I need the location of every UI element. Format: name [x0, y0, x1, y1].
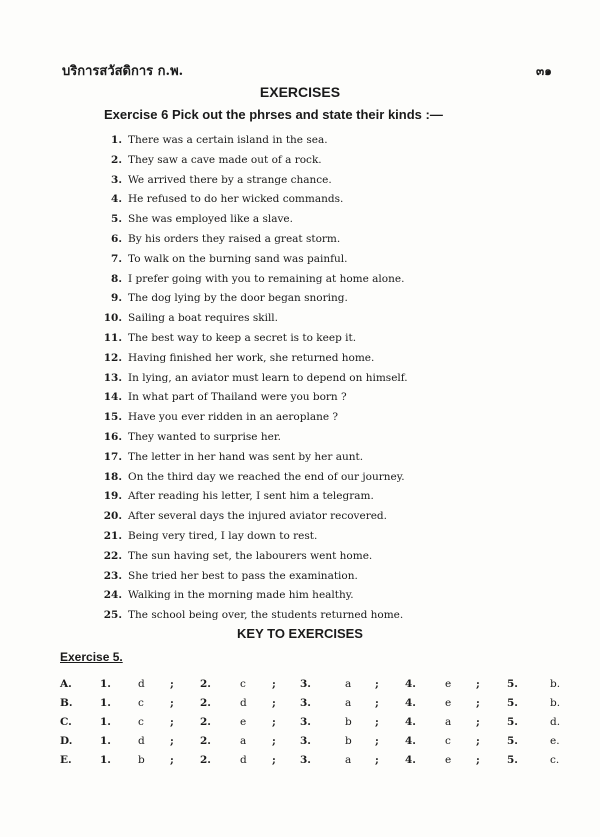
item-text: After several days the injured aviator recovered.: [128, 510, 387, 523]
exercise-list: [98, 131, 478, 626]
key-answer: a: [240, 735, 247, 747]
key-answer: c.: [550, 754, 560, 766]
key-number: 4.: [405, 754, 416, 766]
item-text: We arrived there by a strange chance.: [128, 173, 332, 186]
list-item: [98, 190, 478, 210]
item-number: 11.: [103, 331, 122, 344]
key-row: [60, 751, 570, 770]
item-text: The dog lying by the door began snoring.: [128, 292, 348, 305]
key-number: 4.: [405, 678, 416, 690]
header-publisher: บริการสวัสดิการ ก.พ.: [62, 64, 184, 79]
key-answer: d: [138, 735, 145, 747]
list-item: [98, 586, 478, 606]
key-number: 5.: [507, 754, 518, 766]
key-separator: ;: [170, 697, 174, 709]
key-number: 2.: [200, 735, 211, 747]
key-number: 4.: [405, 716, 416, 728]
key-answer: e: [445, 678, 452, 690]
list-item: [98, 210, 478, 230]
key-separator: ;: [375, 697, 379, 709]
item-text: There was a certain island in the sea.: [128, 134, 328, 146]
key-answer: b: [345, 735, 352, 747]
list-item: [98, 547, 478, 567]
item-text: They wanted to surprise her.: [128, 430, 282, 443]
key-row-letter: A.: [60, 678, 72, 690]
item-text: To walk on the burning sand was painful.: [128, 252, 348, 265]
key-number: 5.: [507, 678, 518, 690]
list-item: [98, 230, 478, 250]
list-item: [98, 329, 478, 349]
item-text: Walking in the morning made him healthy.: [128, 589, 354, 602]
key-number: 2.: [200, 754, 211, 766]
list-item: [98, 250, 478, 270]
key-separator: ;: [170, 754, 174, 766]
key-number: 2.: [200, 697, 211, 709]
key-number: 5.: [507, 716, 518, 728]
key-answer: c: [240, 678, 246, 690]
item-text: The sun having set, the labourers went home.: [128, 549, 373, 562]
key-answer: a: [445, 716, 452, 728]
item-number: 22.: [103, 549, 122, 562]
key-number: 3.: [300, 678, 311, 690]
item-number: 13.: [103, 371, 122, 384]
key-answer: b: [345, 716, 352, 728]
key-separator: ;: [476, 716, 480, 728]
item-number: 18.: [103, 470, 122, 483]
item-text: By his orders they raised a great storm.: [128, 232, 341, 245]
key-separator: ;: [375, 735, 379, 747]
key-row: [60, 675, 570, 694]
list-item: [98, 369, 478, 389]
key-separator: ;: [170, 716, 174, 728]
list-item: [98, 408, 478, 428]
key-separator: ;: [375, 754, 379, 766]
key-separator: ;: [272, 754, 276, 766]
exercise-6-heading: Exercise 6 Pick out the phrses and state their kinds :—: [104, 107, 443, 122]
key-row: [60, 713, 570, 732]
exercise-5-label: Exercise 5.: [60, 650, 123, 664]
key-number: 3.: [300, 754, 311, 766]
list-item: [98, 131, 478, 151]
key-separator: ;: [272, 697, 276, 709]
list-item: [98, 270, 478, 290]
item-number: 7.: [111, 252, 122, 265]
item-number: 6.: [111, 232, 122, 245]
item-number: 15.: [103, 411, 122, 424]
key-number: 5.: [507, 735, 518, 747]
key-separator: ;: [375, 678, 379, 690]
key-answer: a: [345, 754, 352, 766]
key-answer: a: [345, 678, 352, 690]
key-separator: ;: [476, 754, 480, 766]
key-row-letter: E.: [60, 754, 72, 766]
item-text: The school being over, the students returned home.: [128, 609, 404, 622]
item-number: 5.: [111, 213, 122, 226]
item-text: On the third day we reached the end of our journey.: [128, 470, 405, 483]
item-number: 20.: [103, 510, 122, 523]
page-number: ๓๑: [536, 64, 552, 78]
answer-key-table: [60, 675, 570, 770]
item-number: 17.: [103, 450, 122, 463]
key-number: 5.: [507, 697, 518, 709]
key-answer: d: [240, 697, 247, 709]
key-row: [60, 694, 570, 713]
key-number: 1.: [100, 735, 111, 747]
list-item: [98, 388, 478, 408]
key-separator: ;: [272, 716, 276, 728]
item-text: Have you ever ridden in an aeroplane ?: [128, 411, 339, 424]
key-number: 1.: [100, 678, 111, 690]
item-number: 25.: [103, 609, 122, 622]
item-number: 9.: [111, 292, 122, 305]
item-number: 4.: [111, 193, 122, 206]
item-text: In what part of Thailand were you born ?: [128, 391, 347, 404]
item-number: 24.: [103, 589, 122, 602]
list-item: [98, 567, 478, 587]
item-number: 3.: [111, 173, 122, 186]
item-number: 1.: [111, 134, 122, 146]
item-text: I prefer going with you to remaining at home alone.: [128, 272, 405, 285]
item-number: 12.: [103, 351, 122, 364]
page-title: EXERCISES: [259, 84, 341, 100]
list-item: [98, 448, 478, 468]
key-number: 1.: [100, 754, 111, 766]
key-answer: d: [138, 678, 145, 690]
item-text: She was employed like a slave.: [128, 213, 293, 226]
key-separator: ;: [170, 678, 174, 690]
list-item: [98, 527, 478, 547]
key-number: 4.: [405, 735, 416, 747]
item-number: 2.: [111, 153, 122, 166]
key-separator: ;: [476, 735, 480, 747]
list-item: [98, 507, 478, 527]
key-answer: e: [445, 754, 452, 766]
key-answer: e.: [550, 735, 560, 747]
key-number: 1.: [100, 697, 111, 709]
item-number: 19.: [103, 490, 122, 503]
key-title: KEY TO EXERCISES: [237, 626, 363, 641]
key-row-letter: B.: [60, 697, 73, 709]
key-number: 3.: [300, 716, 311, 728]
key-answer: e: [240, 716, 247, 728]
list-item: [98, 289, 478, 309]
key-row-letter: D.: [60, 735, 73, 747]
key-answer: e: [445, 697, 452, 709]
key-separator: ;: [272, 678, 276, 690]
item-text: She tried her best to pass the examination.: [128, 569, 358, 582]
item-number: 10.: [103, 312, 122, 325]
list-item: [98, 309, 478, 329]
key-separator: ;: [476, 697, 480, 709]
key-number: 3.: [300, 697, 311, 709]
key-number: 1.: [100, 716, 111, 728]
key-separator: ;: [476, 678, 480, 690]
key-answer: d: [240, 754, 247, 766]
key-answer: b.: [550, 678, 561, 690]
key-row: [60, 732, 570, 751]
key-row-letter: C.: [60, 716, 72, 728]
item-number: 23.: [103, 569, 122, 582]
list-item: [98, 171, 478, 191]
list-item: [98, 349, 478, 369]
key-answer: c: [138, 697, 144, 709]
key-number: 2.: [200, 678, 211, 690]
item-text: Being very tired, I lay down to rest.: [128, 529, 318, 542]
list-item: [98, 468, 478, 488]
list-item: [98, 487, 478, 507]
key-number: 4.: [405, 697, 416, 709]
key-separator: ;: [375, 716, 379, 728]
key-answer: c: [445, 735, 451, 747]
key-answer: b: [138, 754, 145, 766]
item-text: He refused to do her wicked commands.: [128, 193, 344, 206]
item-text: The letter in her hand was sent by her aunt.: [128, 450, 364, 463]
key-answer: c: [138, 716, 144, 728]
item-text: Sailing a boat requires skill.: [128, 312, 279, 325]
key-answer: a: [345, 697, 352, 709]
item-text: They saw a cave made out of a rock.: [128, 153, 322, 166]
item-text: The best way to keep a secret is to keep it.: [128, 331, 357, 344]
key-number: 2.: [200, 716, 211, 728]
key-separator: ;: [170, 735, 174, 747]
key-separator: ;: [272, 735, 276, 747]
list-item: [98, 151, 478, 171]
item-number: 14.: [103, 391, 122, 404]
key-answer: d.: [550, 716, 561, 728]
item-number: 8.: [111, 272, 122, 285]
key-answer: b.: [550, 697, 561, 709]
item-text: After reading his letter, I sent him a telegram.: [128, 490, 374, 503]
list-item: [98, 428, 478, 448]
item-number: 16.: [103, 430, 122, 443]
item-text: In lying, an aviator must learn to depend on himself.: [128, 371, 408, 384]
item-number: 21.: [103, 529, 122, 542]
item-text: Having finished her work, she returned home.: [128, 351, 375, 364]
key-number: 3.: [300, 735, 311, 747]
list-item: [98, 606, 478, 626]
